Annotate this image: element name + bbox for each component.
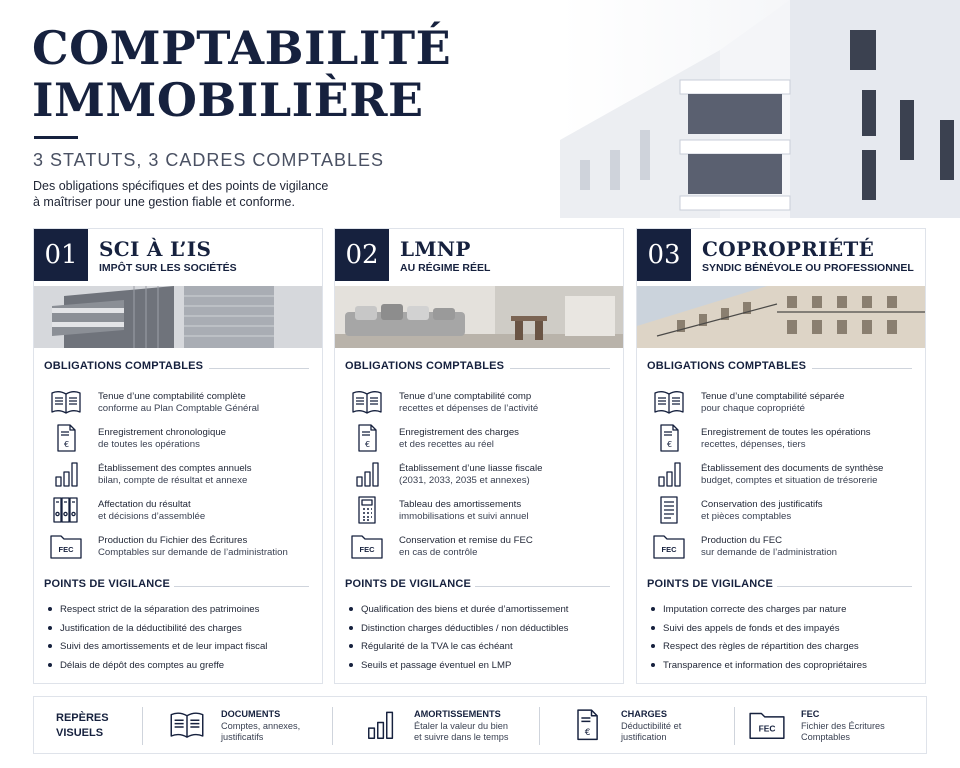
obligation-item <box>649 460 919 492</box>
svg-text:€: € <box>584 727 591 738</box>
vigilance-heading: POINTS DE VIGILANCE <box>345 578 472 590</box>
obligation-title: Production du Fichier des Écritures <box>98 535 248 546</box>
divider <box>475 586 610 587</box>
visual-marker-desc <box>414 721 514 743</box>
book-icon <box>169 709 205 743</box>
svg-text:FEC: FEC <box>661 545 677 554</box>
obligation-title: Conservation et remise du FEC <box>399 535 533 546</box>
footer-separator <box>142 707 143 745</box>
obligation-item <box>347 460 617 492</box>
svg-text:FEC: FEC <box>758 723 776 734</box>
visual-marker-desc <box>621 721 721 743</box>
obligation-detail: bilan, compte de résultat et annexe <box>98 475 248 486</box>
divider <box>209 368 309 369</box>
vigilance-item: Transparence et information des copropriétaires <box>651 660 867 671</box>
vigilance-item: Délais de dépôt des comptes au greffe <box>48 660 224 671</box>
obligation-title: Établissement des documents de synthèse <box>701 463 884 474</box>
card-photo <box>335 286 623 348</box>
obligation-detail: et décisions d’assemblée <box>98 511 206 522</box>
obligation-detail: (2031, 2033, 2035 et annexes) <box>399 475 530 486</box>
visual-marker-item <box>749 707 919 747</box>
svg-text:FEC: FEC <box>58 545 74 554</box>
title-line-2: IMMOBILIÈRE <box>32 73 424 127</box>
obligation-item <box>46 496 316 528</box>
card-subtitle: AU RÉGIME RÉEL <box>400 262 491 274</box>
obligations-heading: OBLIGATIONS COMPTABLES <box>345 360 505 372</box>
vigilance-item: Qualification des biens et durée d’amortissement <box>349 604 568 615</box>
obligation-detail: conforme au Plan Comptable Général <box>98 403 260 414</box>
visual-marker-desc-line-2: et suivre dans le temps <box>414 732 509 742</box>
visual-marker-desc-line-2: Comptables <box>801 732 851 742</box>
obligations-heading: OBLIGATIONS COMPTABLES <box>44 360 204 372</box>
bar-chart-icon <box>351 460 383 488</box>
card-photo <box>637 286 925 348</box>
page-description <box>33 178 363 210</box>
calculator-icon <box>351 496 383 524</box>
divider <box>174 586 309 587</box>
visual-marker-title: DOCUMENTS <box>221 709 281 719</box>
obligation-detail: en cas de contrôle <box>399 547 478 558</box>
visual-marker-title: CHARGES <box>621 709 667 719</box>
euro-document-icon <box>569 709 605 743</box>
card-title: COPROPRIÉTÉ <box>702 237 875 261</box>
vigilance-item: Distinction charges déductibles / non déductibles <box>349 623 568 634</box>
description-line-1: Des obligations spécifiques et des points de vigilance <box>33 179 329 193</box>
obligation-item <box>649 496 919 528</box>
visual-marker-title: FEC <box>801 709 820 719</box>
vigilance-heading: POINTS DE VIGILANCE <box>44 578 171 590</box>
obligation-detail: de toutes les opérations <box>98 439 200 450</box>
visual-marker-desc-line-1: Comptes, annexes, <box>221 721 301 731</box>
fec-folder-icon <box>50 532 82 560</box>
obligation-title: Enregistrement chronologique <box>98 427 226 438</box>
obligation-detail: budget, comptes et situation de trésorerie <box>701 475 878 486</box>
title-rule <box>34 136 78 139</box>
vigilance-item: Justification de la déductibilité des charges <box>48 623 242 634</box>
visual-markers-label <box>56 711 126 741</box>
card-title: SCI À L’IS <box>99 237 212 261</box>
obligation-item <box>46 532 316 564</box>
visual-marker-desc-line-2: justification <box>621 732 667 742</box>
obligation-item <box>46 424 316 456</box>
document-list-icon <box>653 496 685 524</box>
card-title: LMNP <box>400 237 471 261</box>
vigilance-item: Suivi des appels de fonds et des impayés <box>651 623 840 634</box>
visual-marker-item <box>569 707 739 747</box>
visual-marker-desc-line-1: Déductibilité et <box>621 721 682 731</box>
obligation-title: Tenue d’une comptabilité séparée <box>701 391 845 402</box>
obligation-detail: Comptables sur demande de l’administration <box>98 547 288 558</box>
visual-marker-item <box>362 707 532 747</box>
visual-markers-bar <box>33 696 927 754</box>
vigilance-item: Respect des règles de répartition des charges <box>651 641 859 652</box>
obligation-detail: sur demande de l’administration <box>701 547 837 558</box>
bar-chart-icon <box>50 460 82 488</box>
building-illustration <box>560 0 960 218</box>
visual-markers-label-line-2: VISUELS <box>56 727 104 739</box>
obligation-title: Production du FEC <box>701 535 783 546</box>
divider <box>510 368 610 369</box>
book-icon <box>653 388 685 416</box>
page-subtitle: 3 STATUTS, 3 CADRES COMPTABLES <box>33 150 385 170</box>
vigilance-item: Imputation correcte des charges par nature <box>651 604 846 615</box>
obligation-item <box>46 388 316 420</box>
obligation-title: Enregistrement de toutes les opérations <box>701 427 871 438</box>
vigilance-item: Seuils et passage éventuel en LMP <box>349 660 511 671</box>
visual-marker-desc <box>221 721 321 743</box>
visual-marker-title: AMORTISSEMENTS <box>414 709 501 719</box>
obligation-detail: pour chaque copropriété <box>701 403 806 414</box>
fec-folder-icon <box>351 532 383 560</box>
visual-marker-desc-line-1: Étaler la valeur du bien <box>414 721 508 731</box>
obligation-title: Tenue d’une comptabilité complète <box>98 391 246 402</box>
card-subtitle: SYNDIC BÉNÉVOLE OU PROFESSIONNEL <box>702 262 914 274</box>
divider <box>812 368 912 369</box>
book-icon <box>351 388 383 416</box>
obligation-title: Affectation du résultat <box>98 499 191 510</box>
card-number: 01 <box>34 229 88 281</box>
obligation-title: Conservation des justificatifs <box>701 499 823 510</box>
obligation-detail: recettes, dépenses, tiers <box>701 439 806 450</box>
page-title <box>32 22 451 126</box>
obligations-heading: OBLIGATIONS COMPTABLES <box>647 360 807 372</box>
vigilance-item: Respect strict de la séparation des patrimoines <box>48 604 259 615</box>
svg-text:FEC: FEC <box>359 545 375 554</box>
card-number: 03 <box>637 229 691 281</box>
vigilance-item: Régularité de la TVA le cas échéant <box>349 641 513 652</box>
visual-marker-item <box>169 707 339 747</box>
svg-text:€: € <box>364 440 371 449</box>
visual-markers-label-line-1: REPÈRES <box>56 712 109 724</box>
card-subtitle: IMPÔT SUR LES SOCIÉTÉS <box>99 262 237 274</box>
visual-marker-desc <box>801 721 901 743</box>
obligation-detail: recettes et dépenses de l’activité <box>399 403 539 414</box>
obligation-title: Établissement d’une liasse fiscale <box>399 463 543 474</box>
status-card-2 <box>334 228 624 684</box>
euro-document-icon <box>50 424 82 452</box>
obligation-title: Tableau des amortissements <box>399 499 522 510</box>
obligation-item <box>347 424 617 456</box>
obligation-item <box>347 388 617 420</box>
obligation-detail: immobilisations et suivi annuel <box>399 511 529 522</box>
fec-folder-icon <box>653 532 685 560</box>
visual-marker-desc-line-1: Fichier des Écritures <box>801 721 885 731</box>
svg-text:€: € <box>666 440 673 449</box>
footer-separator <box>539 707 540 745</box>
euro-document-icon <box>653 424 685 452</box>
obligation-item <box>649 532 919 564</box>
title-line-1: COMPTABILITÉ <box>32 21 452 75</box>
bar-chart-icon <box>653 460 685 488</box>
status-card-3 <box>636 228 926 684</box>
fec-folder-icon <box>749 709 785 743</box>
obligation-item <box>347 532 617 564</box>
obligation-title: Enregistrement des charges <box>399 427 519 438</box>
vigilance-item: Suivi des amortissements et de leur impact fiscal <box>48 641 267 652</box>
euro-document-icon <box>351 424 383 452</box>
binders-icon <box>50 496 82 524</box>
obligation-item <box>46 460 316 492</box>
obligation-detail: et des recettes au réel <box>399 439 494 450</box>
card-number: 02 <box>335 229 389 281</box>
obligation-item <box>649 424 919 456</box>
obligation-title: Établissement des comptes annuels <box>98 463 252 474</box>
obligation-item <box>347 496 617 528</box>
obligation-detail: et pièces comptables <box>701 511 792 522</box>
svg-text:€: € <box>63 440 70 449</box>
status-card-1 <box>33 228 323 684</box>
book-icon <box>50 388 82 416</box>
card-photo <box>34 286 322 348</box>
obligation-title: Tenue d’une comptabilité comp <box>399 391 532 402</box>
bar-chart-icon <box>362 709 398 743</box>
visual-marker-desc-line-2: justificatifs <box>221 732 264 742</box>
obligation-item <box>649 388 919 420</box>
divider <box>777 586 912 587</box>
vigilance-heading: POINTS DE VIGILANCE <box>647 578 774 590</box>
description-line-2: à maîtriser pour une gestion fiable et conforme. <box>33 195 295 209</box>
